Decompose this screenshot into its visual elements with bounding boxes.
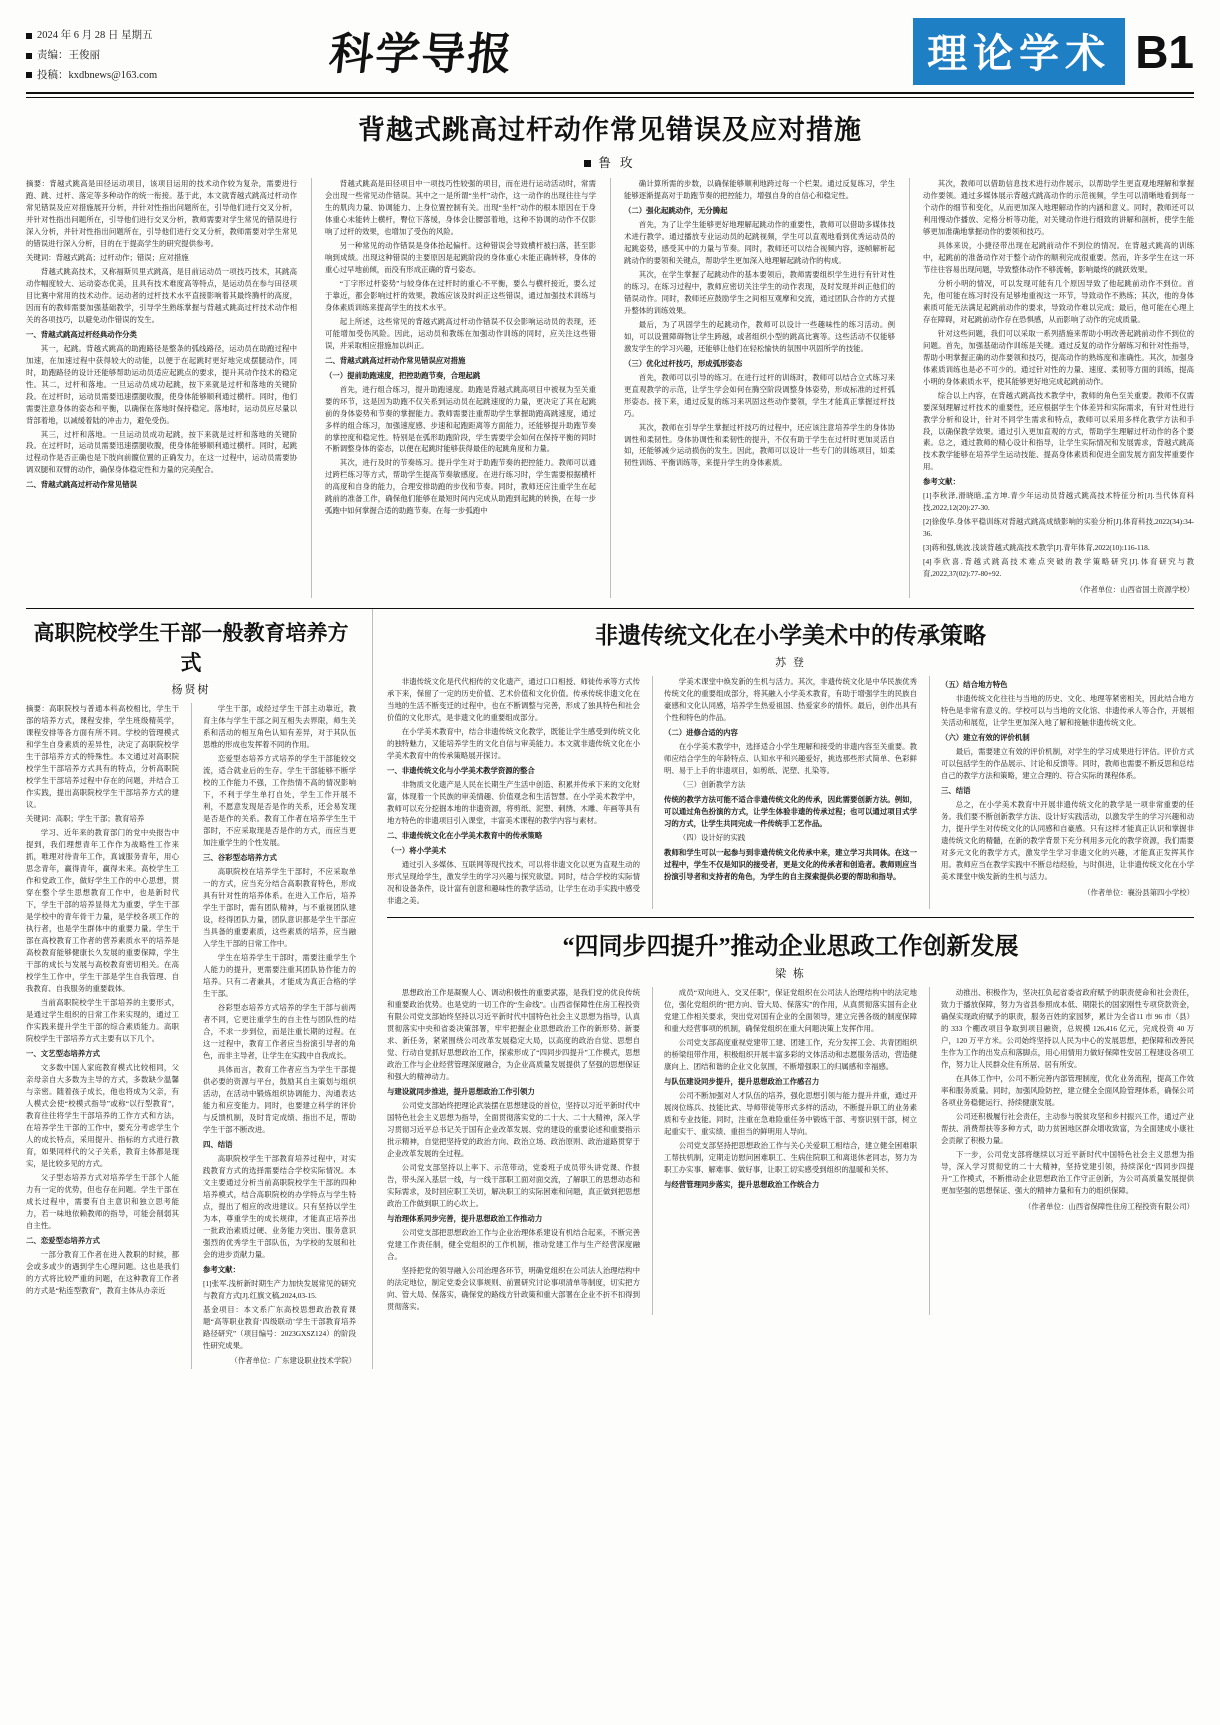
section-name: 理论学术 xyxy=(913,18,1125,85)
article-heritage-headline: 非遗传统文化在小学美术中的传承策略 xyxy=(595,623,986,649)
article-vocational-columns xyxy=(26,703,356,1369)
masthead-info xyxy=(26,18,326,86)
article-main-col-2: 背越式跳高是田径项目中一项技巧性较强的项目，而在进行运动活动时，常需会出现一些常见动作错误。其中之一是所谓“坐杆”动作，这一动作的出现往往与学生的肌肉力量、协调能力、上身位置控制有关。出现“坐杆”动作的根本原因在于身体重心未能转上横杆，臀位下落缓，身体会让腰部着地，这种不协调的动作不仅影响了过杆的效果，也增加了受伤的风险。 另一种常见的动作错误是身体抬起偏杆。这种错误会导致横杆被扫落，甚至影响到成绩。出现这种错误的主要原因是起跳阶段的身体重心未能正确转移，身体的重心过早地前倾，而没有形成正确的背弓姿态。 “丁字形过杆姿势”与较身体在过杆时的重心不平衡，要么与横杆接近，要么过于靠近，都会影响过杆的效果，教练应该及时纠正这些错误，通过加强技术训练与身体素质训练来提高学生的技术水平。 起上所述，这些常见的背越式跳高过杆动作错误不仅会影响运动员的表现，还可能增加受伤风险。因此，运动员和教练在加强动作训练的同时，应关注这些错误，并采取相应措施加以纠正。 二、背越式跳高过杆动作常见错误应对措施 （一）提前助跑速度，把控助跑节奏，合理起跳 首先，进行组合练习，提升助跑速度。助跑是背越式跳高项目中被视为至关重要的环节，这是因为助跑不仅关系到运动员在起跳速度的力量，更决定了其在起跳前的身体姿势和节奏的掌握能力。教师需要注重帮助学生掌握助跑高跳速度，通过多样的组合练习，加强速度感、步速和起跑距离等方面能力，还能够提升助跑节奏的掌控度和稳定性。特别是在弧形助跑阶段，学生需要学会如何在保持平衡的同时不断调整身体的姿态，以便在起跳时能够获得最佳的起跳角度和力量。 其次，进行及时的节奏练习。提升学生对于助跑节奏的把控能力。教师可以通过跨栏练习等方式，帮助学生提高节奏敏感度。在进行练习时，学生需要根据横杆的高度和自身的能力，合理安排助跑的步伐和节奏。同时，教师还应注重学生在起跳前的准备工作，确保他们能够在最短时间内完成从助跑到起跳的转换，在每一步弧跑中如何掌握合适的助跑节奏。在每一步弧跑中 xyxy=(311,178,596,598)
page-number: B1 xyxy=(1135,25,1194,78)
article-main-col-1: 摘要：背越式跳高是田径运动项目，该项目运用的技术动作较为复杂，需要进行跑、跳、过杆、落定等多种动作的统一衔接。基于此，本文就背越式跳高过杆动作常见错误及应对措施展开分析，并针对性指出问题所在，引导他们进行交叉分析，并针对性指出问题所在，引导他们进行交叉分析，教师需要对学生常见的错误进行深入分析，并针对性指出问题所在，引导他们进行交叉分析，教师需要对学生常见的错误进行深入分析，目的在于提高学生的研究提供参考。 关键词：背越式跳高；过杆动作；错误；应对措施 背越式跳高技术，又称福斯贝里式跳高，是目前运动员一项技巧技术，其跳高动作幅度较大、运动姿态优美，且具有技术难度高等特点，是运动员在参与田径项目比赛中常用的技术动作。运动者的过杆技术水平直接影响着其最终腾杆的高度，因而有的教师需要加强基础教学，引导学生熟练掌握与背越式跳高过杆技术动作相关的各项技巧，以避免动作错误的发生。 一、背越式跳高过杆经典动作分类 其一，起跳。背越式跳高的助跑路径是整条的弧线路径，运动员在助跑过程中加速，在加速过程中获得较大的动能，以便于在起跳时更好地完成摆腿动作，同时，助跑路径的设计还能够帮助运动员适应起跳点的要求，提升其动作技术的稳定性。其二，过杆和落地。一旦运动员成功起跳，按下来就是过杆和落地的关键阶段。在过杆时，运动员需要迅速摆腿收腹，使身体能够顺利通过横杆。同时，他们需要注意身体的姿态和平衡，以确保在落地时保持稳定。落地时，运动员应尽量以背部着地，以减缓着陆的冲击力，避免受伤。 其三，过杆和落地。一旦运动员成功起跳，按下来就是过杆和落地的关键阶段。在过杆时，运动员需要迅速摆腿收腹，使身体能够顺利通过横杆。同时，起跳过程动作是否正确也是下肢向前髋位置的正确发力，在这一过程中，运动员需要协调双腿和双臂的动作，确保身体稳定性和力量的完美配合。 二、背越式跳高过杆动作常见错误 xyxy=(26,178,297,490)
article-party-col-2: 成员“双向进入、交叉任职”，保证党组织在公司法人治理结构中的法定地位，强化党组织的“把方向、管大局、保落实”的作用，从真贯彻落实国有企业党建工作相关要求，突出党对国有企业的全面领导，建立完善各级的制度保障和重大经营事项的机制，确保党组织在重大问题决策上发挥作用。 公司党支部高度重视党建带工建、团建工作，充分发挥工会、共青团组织的桥梁纽带作用，积极组织开展丰富多彩的文体活动和志愿服务活动，营造健康向上、团结和谐的企业文化氛围，不断增强职工的归属感和幸福感。 与队伍建设同步提升，提升思想政治工作感召力 公司不断加强对人才队伍的培养，强化思想引领与能力提升并重，通过开展岗位练兵、技能比武、导师带徒等形式多样的活动，不断提升职工的业务素质和专业技能。同时，注重在急难险重任务中锻炼干部、考察识别干部，树立起重实干、重实绩、重担当的鲜明用人导向。 公司党支部坚持把思想政治工作与关心关爱职工相结合，建立健全困难职工帮扶机制，定期走访慰问困难职工、生病住院职工和离退休老同志，努力为职工办实事、解难事、做好事，让职工切实感受到组织的温暖和关怀。 与经营管理同步落实，提升思想政治工作统合力 xyxy=(652,987,917,1315)
article-main-col-4: 其次，教师可以借助信息技术进行动作展示，以帮助学生更直观地理解和掌握动作要领。通过多媒体展示背越式跳高动作的示范视频，学生可以清晰地看到每一个动作的细节和变化，从而更加深入地理解动作的内涵和意义。同时，教师还可以利用慢动作播放、定格分析等功能，对关键动作进行细致的讲解和剖析，使学生能够更加准确地掌握动作的要领和技巧。 具体来说，小捷径带出现在起跳前动作不到位的情况。在背越式跳高的训练中，起跳前的准备动作对于整个动作的顺利完成很重要。然而，许多学生在这一环节往往容易出现问题，导致整体动作不够流畅，影响最终的跳跃效果。 分析小明的情况，可以发现可能有几个原因导致了他起跳前动作不到位。首先，他可能在练习时没有足够地重视这一环节，导致动作不熟练；其次，他的身体素质可能无法满足起跳前动作的要求，导致动作难以完成；最后，他可能在心理上存在障碍，对起跳前动作存在恐惧感，从而影响了动作的完成质量。 针对这些问题，我们可以采取一系列措施来帮助小明改善起跳前动作不到位的问题。首先，加强基础动作训练是关键。通过反复的动作分解练习和针对性指导，帮助小明掌握正确的动作要领和技巧，提高动作的熟练度和准确性。其次，加强身体素质训练也是必不可少的。通过针对性的力量、速度、柔韧等方面的训练，提高小明的身体素质水平，使其能够更好地完成起跳前动作。 综合以上内容，在背越式跳高技术教学中，教师的角色至关重要。教师不仅需要深刻理解过杆技术的重要性，还应根据学生个体差异和实际需求，有针对性进行教学分析和设计，针对不同学生需求和特点，教师可以采用多样化教学方法和手段，以确保教学效果。通过引入更加直观的方式，帮助学生理解过杆动作的各个要素。总之，通过教师的精心设计和指导，让学生实际情况和发展需求，背越式跳高技术教学能够在培养学生运动技能、提高身体素质和促进全面发展方面发挥重要作用。 参考文献： [1]李秋泽,滑晓暗,孟方坤.青少年运动员背越式跳高技术特征分析[J].当代体育科技,2022,12(20):27-30. [2]徐俊华.身体平稳训练对背越式跳高成绩影响的实验分析[J].体育科技,2022(34):34-36. [3]蒋和强,姚波.浅谈背越式跳高技术教学[J].青年体育,2022(10):116-118. [4]李欣喜.背越式跳高技术难点突破的教学策略研究[J].体育研究与教育,2022,37(02):77-80+92. （作者单位：山西省国土资源学校） xyxy=(909,178,1194,598)
article-heritage-col-2: 学美术课堂中焕发新的生机与活力。其次，非遗传统文化是中华民族优秀传统文化的重要组成部分，将其融入小学美术教育，有助于增强学生的民族自豪感和文化认同感，培养学生热爱祖国、热爱家乡的情怀。最后，创作出具有个性和特色的作品。 （二）进修合适的内容 在小学美术教学中，选择适合小学生理解和接受的非遗内容至关重要。教师应结合学生的年龄特点、认知水平和兴趣爱好，挑选那些形式简单、色彩鲜明、易于上手的非遗项目，如剪纸、泥塑、扎染等。 （三）创新教学方法 传统的教学方法可能不适合非遗传统文化的传承，因此需要创新方法。例如，可以通过角色扮演的方式，让学生体验非遗的传承过程；也可以通过项目式学习的方式，让学生共同完成一件传统手工艺作品。 （四）设计好的实践 教师和学生可以一起参与到非遗传统文化传承中来，建立学习共同体。在这一过程中，学生不仅是知识的接受者，更是文化的传承者和创造者。教师则应当扮演引导者和支持者的角色，为学生的自主探索提供必要的帮助和指导。 xyxy=(652,676,917,909)
article-main-headline: 背越式跳高过杆动作常见错误及应对措施 xyxy=(358,114,862,145)
article-main-columns xyxy=(26,178,1194,598)
paper-title-block xyxy=(326,18,913,82)
masthead xyxy=(26,18,1194,94)
article-heritage-columns xyxy=(387,676,1194,909)
section-divider-2 xyxy=(387,917,1194,918)
masthead-rule xyxy=(26,97,1194,98)
article-vocational-headline: 高职院校学生干部一般教育培养方式 xyxy=(33,621,349,676)
article-party-columns xyxy=(387,987,1194,1315)
article-vocational-col-1: 摘要：高职院校与普通本科高校相比，学生干部的培养方式，课程安排，学生班级精英学，课程安排等各方面有所不同。学校的管理模式和学生自身素质的差异性，决定了高职院校学生干部培养方式的特殊性。本文通过对高职院校学生干部培养方式具有的特点，分析高职院校学生干部培养过程中存在的问题，并结合工作实践，提出高职院校学生干部培养方式的建议。 关键词：高职；学生干部；教育培养 学习、近年来的教育部门的党中央报告中提到，我们理想青年工作作为战略性工作来抓，唯理对待青年工作，真诚服务青年，用心思念青年，赢得青年，赢得未来。高校学生工作和党政工作，做好学生工作的中心思想，贯穿在整个学生思想教育工作中，也是新时代下，学生干部的培养显得尤为重要，学生干部是学校中的青年骨干力量，是学校各项工作的执行者，也是学生群体中的重要力量。学生干部在高校教育工作者的营养素质水平的培养是高校教育能够健康长久发展的重要保障，学生干部的成长与发展与高校教育密切相关。在高校学生工作中，学生干部是学生自我管理、自我教育、自我服务的重要载体。 当前高职院校学生干部培养的主要形式，是通过学生组织的日常工作来实现的，通过工作实践来提升学生干部的综合素质能力。高职院校学生干部培养方式主要有以下几个。 一、文艺型态培养方式 文多数中国人家庭教育模式比较相同，父亲母亲自大多数为主导的方式，多数缺少温馨与亲密。随着孩子成长，他也将成为父亲，有人模式会使“校模式指导”或称“以行型教育”，教育往往将学生干部培养的工作方式和方法，在培养学生干部的工作中，要充分考虑学生个人的成长特点，采用提升、指标的方式进行教育，如果同样代的父子关系，教育主体都是现实，是比较多见的方式。 父子型态培养方式对培养学生干部个人能力有一定的优势，但也存在问题。学生干部在成长过程中，需要有自主意识和独立思考能力，若一味地依赖教师的指导，可能会削弱其自主性。 二、恋爱型态培养方式 一部分教育工作者在进入教职的时候，都会或多或少的遇到学生心理问题。这也是我们的方式将比较严重的问题，在这种教育工作者的方式是“粘连型教育”，教育主体从办亲近 xyxy=(26,704,179,1295)
article-vocational-byline: 杨贤树 xyxy=(171,684,211,697)
publication-date: 2024 年 6 月 28 日 星期五 xyxy=(26,26,326,46)
article-party-byline: 梁 栋 xyxy=(775,968,806,981)
lower-right-section xyxy=(372,609,1194,1369)
article-main-col-3: 确计算所需的步数，以确保能够顺利地跨过每一个栏架。通过反复练习，学生能够逐渐提高对于助跑节奏的把控能力，增强自身的自信心和稳定性。 （二）强化起跳动作，无分腾起 首先，为了让学生能够更好地理解起跳动作的重要性，教师可以借助多媒体技术进行教学。通过播放专业运动员的起跳视频，学生可以直观地看到优秀运动员的起跳姿势，感受其中的力量与节奏。同时，教师还可以结合视频内容，逐帧解析起跳动作的要领和关键点，帮助学生更加深入地理解起跳动作的构成。 其次，在学生掌握了起跳动作的基本要领后，教师需要组织学生进行有针对性的练习。在练习过程中，教师应密切关注学生的动作表现，及时发现并纠正他们的错误动作。同时，教师还应鼓励学生之间相互观摩和交流，通过团队合作的方式提升整体的训练效果。 最后，为了巩固学生的起跳动作，教师可以设计一些趣味性的练习活动。例如，可以设置障碍物让学生跨越，或者组织小型的跳高比赛等。这些活动不仅能够激发学生的学习兴趣，还能够让他们在轻松愉快的氛围中巩固所学的技能。 （三）优化过杆技巧，形成弧形姿态 首先，教师可以引导的练习。在进行过杆的训练时，教师可以结合立式练习来更直观教学的示范，让学生学会如何在腾空阶段调整身体姿势，形成标准的过杆弧形姿态。接下来，通过反复的练习来巩固这些动作要领，学生才能真正掌握过杆技巧。 其次，教师在引导学生掌握过杆技巧的过程中，还应该注意培养学生的身体协调性和柔韧性。身体协调性和柔韧性的提升，不仅有助于学生在过杆时更加灵活自如，还能够减少运动损伤的发生。因此，教师可以设计一些专门的训练项目，如柔韧性训练、平衡训练等，来提升学生的身体素质。 xyxy=(610,178,895,598)
article-heritage-col-3: （五）结合地方特色 非遗传统文化往往与当地的历史、文化、地理等紧密相关，因此结合地方特色是非常有意义的。学校可以与当地的文化馆、非遗传承人等合作，开展相关活动和展览，让学生更加深入地了解和接触非遗传统文化。 （六）建立有效的评价机制 最后，需要建立有效的评价机制，对学生的学习成果进行评估。评价方式可以包括学生的作品展示、讨论和反馈等。同时，教师也需要不断反思和总结自己的教学方法和策略，建立合理的、符合实际的课程体系。 三、结语 总之，在小学美术教育中开展非遗传统文化的教学是一项非常重要的任务。我们要不断创新教学方法、设计好实践活动，以激发学生的学习兴趣和动力，提升学生对传统文化的认同感和自豪感。只有这样才能真正认识和掌握非遗传统文化的精髓，在新的教学背景下充分利用多元化的教学资源，我们需要对多元文化的教学方式，激发学生学习非遗文化的兴趣，才能真正发挥其作用。教师应当在教学实践中不断总结经验，与时俱进，让非遗传统文化在小学美术课堂中焕发新的生机与活力。 （作者单位：襄汾县第四小学校） xyxy=(929,676,1194,909)
article-party-col-1: 思想政治工作是凝聚人心、调动积极性的重要武器，是我们党的优良传统和重要政治优势。也是党的一切工作的“生命线”。山西省保障性住房工程投资有限公司党支部始终坚持以习近平新时代中国特色社会主义思想为指导，认真贯彻落实中央和省委决策部署，牢牢把握企业思想政治工作的新形势、新要求、新任务，紧紧围绕公司改革发展稳定大局，以高度的政治自觉、思想自觉、行动自觉抓好思想政治工作，探索形成了“四同步四提升”工作模式，思想政治工作与企业经营管理深度融合，为企业高质量发展提供了坚强的思想保证和强大的精神动力。 与建设就同步推进，提升思想政治工作引领力 公司党支部始终把理论武装摆在思想建设的首位，坚持以习近平新时代中国特色社会主义思想为指导，全面贯彻落实党的二十大、二十大精神，深入学习贯彻习近平总书记关于国有企业改革发展、党的建设的重要论述和重要指示批示精神，自觉把坚持党的政治方向、政治立场、政治原则、政治道路贯穿于企业改革发展的全过程。 公司党支部坚持以上率下、示范带动，党委班子成员带头讲党课、作报告，带头深入基层一线，与一线干部职工面对面交流，了解职工的思想动态和实际需求，及时回应职工关切，解决职工的实际困难和问题，真正做到把思想政治工作做到职工的心坎上。 与治理体系同步完善，提升思想政治工作推动力 公司党支部把思想政治工作与企业治理体系建设有机结合起来，不断完善党建工作责任制，健全党组织的工作机制，推动党建工作与生产经营深度融合。 坚持把党的领导融入公司治理各环节，明确党组织在公司法人治理结构中的法定地位，制定党委会议事规则、前置研究讨论事项清单等制度，切实把方向、管大局、保落实，确保党的路线方针政策和重大部署在企业不折不扣得到贯彻落实。 xyxy=(387,988,640,1311)
section-block xyxy=(913,18,1194,85)
article-main-byline: 鲁 玫 xyxy=(26,153,1194,171)
article-heritage-byline: 苏 登 xyxy=(775,657,806,670)
paper-name: 科学导报 xyxy=(326,30,517,79)
article-party-col-3: 动推出、积极作为，坚决扛负起省委省政府赋予的职责使命和社会责任，致力于播放保障，努力为省县参照成本低、期限长的国家刚性专项贷款资金，确保实现政府赋予的职责，服务百姓的家园梦，累计为全省11 市 96 市（县）的 333 个棚改项目争取到项目融资，总规模 126,416 亿元，完成投资 40 万户，120 万平方米。公司始终坚持以人民为中心的发展思想，把保障和改善民生作为工作的出发点和落脚点，用心用情用力做好保障性安居工程建设各项工作，努力让人民群众住有所居、居有所安。 在具体工作中，公司不断完善内部管理制度，优化业务流程，提高工作效率和服务质量。同时，加强风险防控，建立健全全面风险管理体系，确保公司各项业务稳健运行、持续健康发展。 公司还积极履行社会责任，主动参与脱贫攻坚和乡村振兴工作，通过产业帮扶、消费帮扶等多种方式，助力贫困地区群众增收致富，为全面建成小康社会贡献了积极力量。 下一步，公司党支部将继续以习近平新时代中国特色社会主义思想为指导，深入学习贯彻党的二十大精神，坚持党建引领，持续深化“四同步四提升”工作模式，不断推动企业思想政治工作守正创新，为公司高质量发展提供更加坚强的思想保证、强大的精神力量和有力的组织保障。 （作者单位：山西省保障性住房工程投资有限公司） xyxy=(929,987,1194,1315)
article-vocational-col-2: 学生干部，或经过学生干部主动靠近，教育主体与学生干部之间互相失去界限，师生关系和活动的相互角色认知有差异，对于其队伍思维的形成也发挥着不同的作用。 恋爱型态培养方式培养的学生干部能较交流，适合就业后的生存。学生干部能够不断学校的工作能力不强，工作热情不高的情况影响下，不利于学生单打自处，学生工作开展不利，不愿意发现是否是作的关系，还会易发现是否是作的关系。教育工作者在培养学生生干部时，不应采取现是否是作的方式，而应当更加注重学生的个性发展。 三、谷彩型态培养方式 高职院校在培养学生干部时，不应采取单一的方式，应当充分结合高职教育特色，形成具有针对性的培养体系。在进入工作后，培养学生干部时，需有团队精神，与不重视团队建设，经得团队力量，团队意识都是学生干部应当具备的重要素质，这些素质的培养，应当融入学生干部的日常工作中。 学生在培养学生干部时，需要注重学生个人能力的提升，更需要注重其团队协作能力的培养。只有二者兼具，才能成为真正合格的学生干部。 谷彩型态培养方式培养的学生干部与前两者不同，它更注重学生的自主性与团队性的结合，不求一步到位，而是注重长期的过程。在这一过程中，教育工作者应当扮演引导者的角色，而非主导者，让学生在实践中自我成长。 具体而言，教育工作者应当为学生干部提供必要的资源与平台，鼓励其自主策划与组织活动，在活动中锻炼组织协调能力、沟通表达能力和应变能力。同时，也要建立科学的评价与反馈机制，及时肯定成绩、指出不足，帮助学生干部不断改进。 四、结语 高职院校学生干部教育培养过程中，对实践教育方式的选择需要结合学校实际情况。本文主要通过分析当前高职院校学生干部的四种培养模式，结合高职院校的办学特点与学生特点，提出了相应的改进建议。只有坚持以学生为本，尊重学生的成长规律，才能真正培养出一批政治素质过硬、业务能力突出、服务意识强烈的优秀学生干部队伍，为学校的发展和社会的进步贡献力量。 参考文献： [1]张军.浅析新时期生产力加快发展常见的研究与教育方式[J].红旗文稿,2024,03-15. 基金项目：本文系广东高校思想政治教育课题“高等职业教育‘四级联动’学生干部教育培养路径研究”（项目编号：2023GXSZ124）的阶段性研究成果。 （作者单位：广东建设职业技术学院） xyxy=(191,703,356,1369)
lower-section xyxy=(26,609,1194,1369)
article-main xyxy=(26,108,1194,598)
article-vocational xyxy=(26,609,356,1369)
article-party-headline: “四同步四提升”推动企业思政工作创新发展 xyxy=(562,934,1019,961)
submission-email: 投稿：kxdbnews@163.com xyxy=(26,66,326,86)
editor-line: 责编：王俊丽 xyxy=(26,46,326,66)
article-heritage-col-1: 非遗传统文化是代代相传的文化遗产，通过口口相授、师徒传承等方式传承下来，保留了一定的历史价值、艺术价值和文化价值。传承传统非遗文化在当地的生活不断变迁的过程中，也在不断调整与完善，形成了独具特色和社会价值的文化形式，是非遗文化的重要组成部分。 在小学美术教育中，结合非遗传统文化教学，既能让学生感受到传统文化的独特魅力，又能培养学生的文化自信与审美能力。本文就非遗传统文化在小学美术教育中的传承策略展开探讨。 一、非遗传统文化与小学美术教学资源的整合 非物质文化遗产是人民在长期生产生活中创造、积累并传承下来的文化财富，体现着一个民族的审美情趣、价值观念和生活智慧。在小学美术教学中，教师可以充分挖掘本地的非遗资源，将剪纸、泥塑、刺绣、木雕、年画等具有地方特色的非遗项目引入课堂，丰富美术课程的教学内容与素材。 二、非遗传统文化在小学美术教育中的传承策略 （一）将小学美术 通过引入多媒体、互联网等现代技术，可以将非遗文化以更为直观生动的形式呈现给学生，激发学生的学习兴趣与探究欲望。同时，结合学校的实际情况和设备条件，设计富有创意和趣味性的教学活动，让学生在动手实践中感受非遗之美。 xyxy=(387,677,640,906)
